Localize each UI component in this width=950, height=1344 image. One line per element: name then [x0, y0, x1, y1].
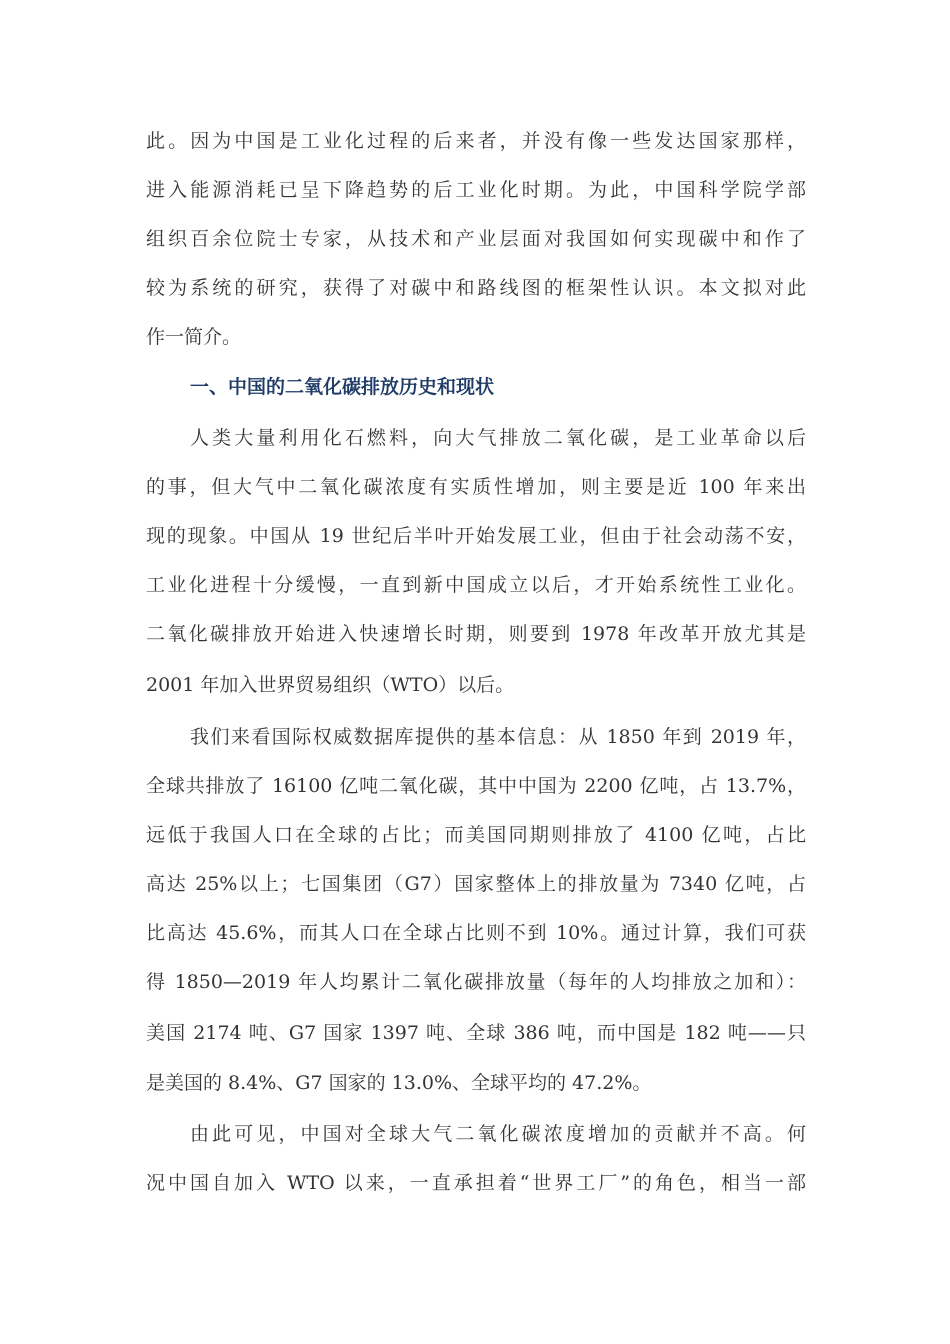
paragraph-line: 现的现象。中国从 19 世纪后半叶开始发展工业，但由于社会动荡不安，: [146, 525, 806, 547]
paragraph-line: 2001 年加入世界贸易组织（WTO）以后。: [146, 674, 515, 696]
paragraph-line: 得 1850—2019 年人均累计二氧化碳排放量（每年的人均排放之加和）：: [146, 971, 806, 993]
paragraph-line: 由此可见，中国对全球大气二氧化碳浓度增加的贡献并不高。何: [190, 1123, 806, 1145]
paragraph-line: 全球共排放了 16100 亿吨二氧化碳，其中中国为 2200 亿吨，占 13.7%，: [146, 775, 806, 797]
paragraph-line: 二氧化碳排放开始进入快速增长时期，则要到 1978 年改革开放尤其是: [146, 623, 806, 645]
paragraph-line: 工业化进程十分缓慢，一直到新中国成立以后，才开始系统性工业化。: [146, 574, 806, 596]
paragraph-line: 进入能源消耗已呈下降趋势的后工业化时期。为此，中国科学院学部: [146, 179, 806, 201]
paragraph-line: 高达 25%以上；七国集团（G7）国家整体上的排放量为 7340 亿吨，占: [146, 873, 806, 895]
paragraph-line: 较为系统的研究，获得了对碳中和路线图的框架性认识。本文拟对此: [146, 277, 806, 299]
paragraph-line: 是美国的 8.4%、G7 国家的 13.0%、全球平均的 47.2%。: [146, 1072, 652, 1094]
section-heading: 一、中国的二氧化碳排放历史和现状: [190, 376, 495, 398]
paragraph-line: 的事，但大气中二氧化碳浓度有实质性增加，则主要是近 100 年来出: [146, 476, 806, 498]
paragraph-line: 人类大量利用化石燃料，向大气排放二氧化碳，是工业革命以后: [190, 427, 806, 449]
paragraph-line: 组织百余位院士专家，从技术和产业层面对我国如何实现碳中和作了: [146, 228, 806, 250]
paragraph-line: 美国 2174 吨、G7 国家 1397 吨、全球 386 吨，而中国是 182 吨——只: [146, 1022, 806, 1044]
paragraph-line: 况中国自加入 WTO 以来，一直承担着“世界工厂”的角色，相当一部: [146, 1172, 806, 1194]
paragraph-line: 我们来看国际权威数据库提供的基本信息：从 1850 年到 2019 年，: [190, 726, 806, 748]
paragraph-line: 比高达 45.6%，而其人口在全球占比则不到 10%。通过计算，我们可获: [146, 922, 806, 944]
paragraph-line: 远低于我国人口在全球的占比；而美国同期则排放了 4100 亿吨，占比: [146, 824, 806, 846]
paragraph-line: 作一简介。: [146, 326, 242, 348]
paragraph-line: 此。因为中国是工业化过程的后来者，并没有像一些发达国家那样，: [146, 130, 806, 152]
